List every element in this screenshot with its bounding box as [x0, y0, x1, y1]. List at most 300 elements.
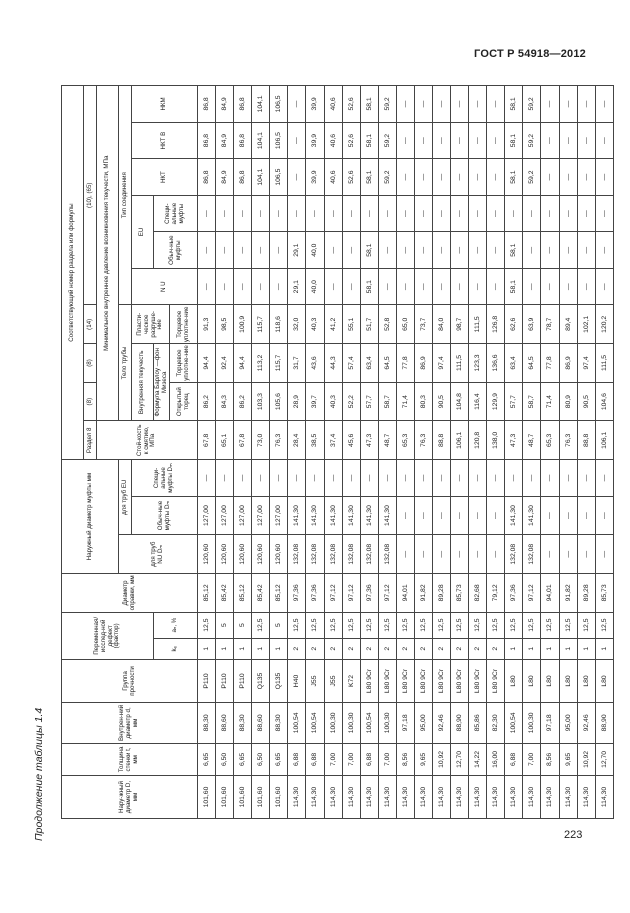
th-open-end: Открытый торец — [170, 382, 198, 421]
table-cell: — — [469, 268, 487, 305]
table-cell: 97,36 — [505, 574, 523, 613]
table-cell: — — [541, 496, 559, 535]
table-cell: 89,28 — [433, 574, 451, 613]
table-cell: 12,5 — [487, 612, 505, 638]
table-cell: 12,5 — [414, 612, 432, 638]
table-cell: — — [234, 195, 252, 232]
table-cell: — — [414, 86, 432, 123]
th-ke: kₑ — [154, 638, 198, 659]
table-cell: 97,12 — [324, 574, 342, 613]
th-min-pressure: Минимальное внутреннее давление возникновения текучести, МПа — [97, 86, 119, 421]
pipe-properties-table — [61, 85, 614, 819]
table-cell: — — [595, 122, 613, 159]
th-plastic-failure: Пласти-ческое разруше-ние — [132, 305, 170, 344]
table-cell: 58,7 — [523, 382, 541, 421]
table-row — [469, 86, 487, 819]
table-cell: 114,30 — [342, 776, 360, 819]
table-cell: 88,8 — [433, 421, 451, 460]
table-cell: P110 — [198, 660, 216, 703]
table-cell: 100,54 — [306, 702, 324, 743]
table-cell: — — [541, 159, 559, 196]
table-cell: 9,65 — [559, 743, 577, 775]
table-cell: 89,28 — [577, 574, 595, 613]
table-cell: 40,3 — [324, 382, 342, 421]
table-cell: — — [559, 535, 577, 574]
table-row — [505, 86, 523, 819]
table-row — [559, 86, 577, 819]
table-cell: 88,60 — [252, 702, 270, 743]
table-cell: 77,8 — [396, 344, 414, 383]
table-cell: — — [360, 460, 378, 497]
table-cell: 114,30 — [360, 776, 378, 819]
table-row — [433, 86, 451, 819]
table-cell: — — [396, 232, 414, 269]
table-row — [541, 86, 559, 819]
table-cell: — — [288, 460, 306, 497]
table-cell: 12,5 — [451, 612, 469, 638]
table-cell: 82,30 — [487, 702, 505, 743]
table-cell: — — [414, 268, 432, 305]
table-cell: 12,5 — [433, 612, 451, 638]
table-cell: — — [306, 195, 324, 232]
table-cell: 67,8 — [234, 421, 252, 460]
table-cell: 1 — [523, 638, 541, 659]
table-cell: 105,6 — [270, 382, 288, 421]
th-nu: N U — [132, 268, 198, 305]
table-cell: — — [541, 86, 559, 123]
table-cell: 88,30 — [198, 702, 216, 743]
table-cell: — — [487, 195, 505, 232]
table-cell: — — [469, 159, 487, 196]
table-cell: — — [451, 460, 469, 497]
table-cell: 113,2 — [252, 344, 270, 383]
table-cell: — — [577, 195, 595, 232]
table-cell: 84,9 — [216, 159, 234, 196]
table-cell: 97,4 — [577, 344, 595, 383]
table-cell: — — [342, 268, 360, 305]
table-cell: — — [559, 460, 577, 497]
table-cell: 59,2 — [523, 86, 541, 123]
table-cell: 65,3 — [541, 421, 559, 460]
table-cell: — — [396, 195, 414, 232]
table-cell: 41,2 — [324, 305, 342, 344]
table-cell: 31,7 — [288, 344, 306, 383]
table-cell: 88,30 — [234, 702, 252, 743]
table-cell: L80 9Cr — [360, 660, 378, 703]
table-cell: 2 — [433, 638, 451, 659]
th-eu: EU — [132, 195, 154, 268]
table-cell: — — [505, 195, 523, 232]
table-cell: — — [198, 232, 216, 269]
table-cell: 12,5 — [541, 612, 559, 638]
table-cell: — — [541, 232, 559, 269]
table-row — [270, 86, 288, 819]
table-cell: 63,4 — [360, 344, 378, 383]
table-cell: 97,36 — [288, 574, 306, 613]
table-cell: — — [288, 122, 306, 159]
table-cell: — — [270, 232, 288, 269]
table-cell: 58,1 — [505, 122, 523, 159]
table-cell: — — [252, 460, 270, 497]
table-cell: 5 — [216, 612, 234, 638]
table-cell: 97,36 — [306, 574, 324, 613]
table-cell: 6,50 — [216, 743, 234, 775]
table-cell: 6,88 — [288, 743, 306, 775]
table-cell: L80 9Cr — [414, 660, 432, 703]
table-cell: 12,5 — [378, 612, 396, 638]
table-cell: 84,0 — [433, 305, 451, 344]
table-row — [378, 86, 396, 819]
table-cell: 67,8 — [198, 421, 216, 460]
table-cell: 132,08 — [324, 535, 342, 574]
table-row — [523, 86, 541, 819]
table-cell: 100,30 — [378, 702, 396, 743]
table-cell: — — [577, 159, 595, 196]
table-cell: 52,6 — [342, 86, 360, 123]
table-cell: 1 — [559, 638, 577, 659]
table-cell: 88,60 — [216, 702, 234, 743]
table-cell: 98,5 — [216, 305, 234, 344]
table-row — [396, 86, 414, 819]
table-cell: — — [487, 159, 505, 196]
table-cell: 100,30 — [324, 702, 342, 743]
table-cell: 29,1 — [288, 232, 306, 269]
table-cell: 95,00 — [559, 702, 577, 743]
table-row — [342, 86, 360, 819]
table-row — [451, 86, 469, 819]
table-cell: — — [234, 460, 252, 497]
table-cell: — — [469, 535, 487, 574]
table-cell: 106,5 — [270, 159, 288, 196]
table-cell: 71,4 — [396, 382, 414, 421]
table-cell: 115,7 — [252, 305, 270, 344]
table-cell: 100,9 — [234, 305, 252, 344]
table-cell: 101,60 — [270, 776, 288, 819]
table-cell: — — [487, 86, 505, 123]
table-cell: 2 — [342, 638, 360, 659]
table-cell: — — [559, 122, 577, 159]
table-cell: 103,3 — [252, 382, 270, 421]
table-cell: — — [577, 535, 595, 574]
table-cell: 100,30 — [523, 702, 541, 743]
table-cell: 6,88 — [505, 743, 523, 775]
table-cell: — — [577, 496, 595, 535]
table-cell: 40,0 — [306, 232, 324, 269]
table-cell: 141,30 — [523, 496, 541, 535]
table-cell: — — [451, 268, 469, 305]
table-cell: — — [396, 86, 414, 123]
table-cell: 101,60 — [198, 776, 216, 819]
table-cell: — — [414, 195, 432, 232]
table-cell: 120,2 — [595, 305, 613, 344]
table-cell: 101,60 — [252, 776, 270, 819]
table-cell: 58,1 — [360, 159, 378, 196]
table-cell: 90,5 — [433, 382, 451, 421]
table-cell: 116,4 — [469, 382, 487, 421]
table-cell: 12,5 — [198, 612, 216, 638]
table-cell: — — [487, 496, 505, 535]
table-row — [288, 86, 306, 819]
table-cell: 111,5 — [469, 305, 487, 344]
table-cell: 28,4 — [288, 421, 306, 460]
table-cell: 97,18 — [541, 702, 559, 743]
table-cell: — — [270, 460, 288, 497]
table-cell: 98,7 — [451, 305, 469, 344]
table-cell: 114,30 — [433, 776, 451, 819]
table-cell: 39,7 — [306, 382, 324, 421]
table-cell: — — [577, 122, 595, 159]
table-cell: 92,46 — [577, 702, 595, 743]
table-cell: 76,3 — [559, 421, 577, 460]
table-cell: 82,68 — [469, 574, 487, 613]
table-cell: — — [505, 460, 523, 497]
table-body — [198, 86, 614, 819]
table-cell: 65,3 — [396, 421, 414, 460]
table-cell: — — [595, 460, 613, 497]
table-cell: 127,00 — [270, 496, 288, 535]
table-cell: — — [595, 195, 613, 232]
table-cell: 6,65 — [270, 743, 288, 775]
table-cell: — — [595, 496, 613, 535]
table-cell: 126,8 — [487, 305, 505, 344]
table-cell: 86,8 — [234, 159, 252, 196]
th-eu-special: Специ-альные муфты Dₘ — [132, 460, 198, 497]
table-cell: 58,1 — [505, 232, 523, 269]
table-cell: 86,8 — [234, 122, 252, 159]
rotated-table-wrapper — [61, 85, 614, 819]
table-cell: 73,0 — [252, 421, 270, 460]
table-cell: Q135 — [270, 660, 288, 703]
table-cell: 132,08 — [378, 535, 396, 574]
table-cell: 114,30 — [324, 776, 342, 819]
table-cell: — — [487, 535, 505, 574]
th-defect-depth: Переменная/ исслед-ной дефект (фактор) — [62, 612, 154, 659]
table-cell: — — [541, 195, 559, 232]
table-cell: 2 — [414, 638, 432, 659]
table-cell: — — [360, 195, 378, 232]
table-caption: Продолжение таблицы 1.4 — [33, 707, 45, 841]
page-number: 223 — [564, 829, 583, 841]
table-cell: 40,3 — [306, 305, 324, 344]
th-coupling-diameter: Наружный диаметр муфты мм — [62, 460, 119, 574]
table-cell: — — [216, 268, 234, 305]
th-nkm: НКМ — [132, 86, 198, 123]
table-cell: 6,50 — [252, 743, 270, 775]
table-cell: 16,00 — [487, 743, 505, 775]
table-cell: 114,30 — [396, 776, 414, 819]
table-cell: 120,8 — [469, 421, 487, 460]
table-cell: L80 — [595, 660, 613, 703]
table-cell: 84,9 — [216, 86, 234, 123]
table-cell: — — [451, 86, 469, 123]
table-cell: — — [595, 535, 613, 574]
table-cell: — — [541, 535, 559, 574]
table-cell: 100,54 — [360, 702, 378, 743]
table-cell: 48,7 — [523, 421, 541, 460]
table-cell: 58,1 — [360, 232, 378, 269]
table-cell: 57,7 — [360, 382, 378, 421]
table-cell: 2 — [378, 638, 396, 659]
table-cell: 5 — [270, 612, 288, 638]
table-cell: 71,4 — [541, 382, 559, 421]
table-cell: — — [198, 268, 216, 305]
table-cell: — — [541, 122, 559, 159]
table-cell: — — [288, 159, 306, 196]
table-cell: 44,3 — [324, 344, 342, 383]
table-cell: 65,1 — [216, 421, 234, 460]
table-cell: 52,6 — [342, 122, 360, 159]
th-collapse: Стой-кость к смятию, МПа — [97, 421, 198, 460]
table-cell: 106,5 — [270, 86, 288, 123]
table-cell: 12,5 — [505, 612, 523, 638]
table-cell: 73,7 — [414, 305, 432, 344]
standard-header: ГОСТ Р 54918—2012 — [474, 48, 586, 60]
table-cell: 97,18 — [396, 702, 414, 743]
table-cell: 136,6 — [487, 344, 505, 383]
table-cell: 101,60 — [216, 776, 234, 819]
table-cell: 6,65 — [234, 743, 252, 775]
table-cell: 7,00 — [324, 743, 342, 775]
table-cell: — — [577, 268, 595, 305]
table-cell: — — [414, 496, 432, 535]
table-cell: 58,1 — [505, 86, 523, 123]
table-cell: 1 — [216, 638, 234, 659]
table-cell: — — [541, 268, 559, 305]
table-cell: Q135 — [252, 660, 270, 703]
table-cell: 120,60 — [270, 535, 288, 574]
table-cell: 32,0 — [288, 305, 306, 344]
table-cell: — — [342, 460, 360, 497]
table-cell: 7,00 — [378, 743, 396, 775]
table-cell: — — [396, 268, 414, 305]
table-cell: — — [414, 122, 432, 159]
table-cell: — — [324, 195, 342, 232]
table-cell: 127,00 — [216, 496, 234, 535]
table-cell: 85,42 — [252, 574, 270, 613]
table-cell: 94,01 — [396, 574, 414, 613]
table-cell: — — [523, 195, 541, 232]
table-cell: — — [324, 268, 342, 305]
th-col8b: (8) — [84, 344, 97, 383]
table-cell: 120,60 — [216, 535, 234, 574]
table-cell: 127,00 — [198, 496, 216, 535]
table-cell: 97,12 — [523, 574, 541, 613]
table-cell: 114,30 — [487, 776, 505, 819]
table-cell: — — [433, 268, 451, 305]
table-cell: — — [306, 460, 324, 497]
table-cell: 1 — [198, 638, 216, 659]
th-col10-65: (10), (65) — [84, 86, 97, 305]
table-cell: 45,6 — [342, 421, 360, 460]
table-cell: — — [469, 496, 487, 535]
table-cell: — — [487, 122, 505, 159]
table-cell: 141,30 — [342, 496, 360, 535]
table-cell: 85,73 — [595, 574, 613, 613]
table-cell: — — [541, 460, 559, 497]
table-cell: 106,5 — [270, 122, 288, 159]
table-cell: 12,5 — [559, 612, 577, 638]
table-cell: 12,5 — [252, 612, 270, 638]
table-cell: 2 — [306, 638, 324, 659]
table-cell: 141,30 — [360, 496, 378, 535]
table-cell: 114,30 — [288, 776, 306, 819]
table-cell: 40,6 — [324, 86, 342, 123]
table-cell: 64,5 — [378, 344, 396, 383]
table-cell: — — [451, 496, 469, 535]
table-cell: 114,30 — [451, 776, 469, 819]
table-cell: 85,12 — [234, 574, 252, 613]
table-cell: — — [433, 195, 451, 232]
table-cell: 114,30 — [559, 776, 577, 819]
table-cell: 115,7 — [270, 344, 288, 383]
table-cell: — — [324, 460, 342, 497]
table-cell: 12,5 — [396, 612, 414, 638]
table-cell: 14,22 — [469, 743, 487, 775]
table-cell: — — [577, 460, 595, 497]
table-cell: 114,30 — [577, 776, 595, 819]
table-cell: — — [342, 232, 360, 269]
th-outer-diameter: Нару-жный диаметр D, мм — [62, 776, 198, 819]
table-cell: 58,1 — [360, 122, 378, 159]
table-cell: 76,3 — [414, 421, 432, 460]
table-cell: — — [451, 535, 469, 574]
th-pipe-body: Тело трубы — [119, 305, 132, 421]
table-cell: L80 9Cr — [487, 660, 505, 703]
table-cell: — — [288, 86, 306, 123]
table-cell: — — [451, 159, 469, 196]
table-cell: — — [433, 86, 451, 123]
table-cell: 8,56 — [541, 743, 559, 775]
table-cell: 12,5 — [342, 612, 360, 638]
table-cell: 12,5 — [469, 612, 487, 638]
table-cell: — — [523, 268, 541, 305]
table-cell: — — [342, 195, 360, 232]
table-cell: 12,5 — [577, 612, 595, 638]
table-row — [487, 86, 505, 819]
table-cell: H40 — [288, 660, 306, 703]
table-cell: 2 — [360, 638, 378, 659]
table-cell: 29,1 — [288, 268, 306, 305]
table-cell: L80 9Cr — [396, 660, 414, 703]
table-cell: 1 — [577, 638, 595, 659]
table-cell: 85,12 — [198, 574, 216, 613]
th-inner-diameter: Внутрен-ний диаметр d, мм — [62, 702, 198, 743]
table-cell: 106,1 — [451, 421, 469, 460]
table-cell: — — [559, 496, 577, 535]
th-nkt: НКТ — [132, 159, 198, 196]
table-row — [577, 86, 595, 819]
table-cell: 114,30 — [595, 776, 613, 819]
table-cell: 97,4 — [433, 344, 451, 383]
table-cell: 94,01 — [541, 574, 559, 613]
table-cell: 80,9 — [559, 382, 577, 421]
table-cell: 127,00 — [234, 496, 252, 535]
table-cell: 111,5 — [595, 344, 613, 383]
table-cell: 2 — [469, 638, 487, 659]
table-cell: 6,65 — [198, 743, 216, 775]
table-cell: 39,9 — [306, 159, 324, 196]
table-cell: 58,1 — [360, 268, 378, 305]
table-cell: — — [559, 195, 577, 232]
table-cell: — — [270, 195, 288, 232]
table-cell: 57,4 — [342, 344, 360, 383]
table-cell: 92,4 — [216, 344, 234, 383]
table-cell: 104,1 — [252, 86, 270, 123]
th-col14: (14) — [84, 305, 97, 344]
table-cell: 39,9 — [306, 122, 324, 159]
table-cell: — — [595, 232, 613, 269]
table-cell: 2 — [288, 638, 306, 659]
